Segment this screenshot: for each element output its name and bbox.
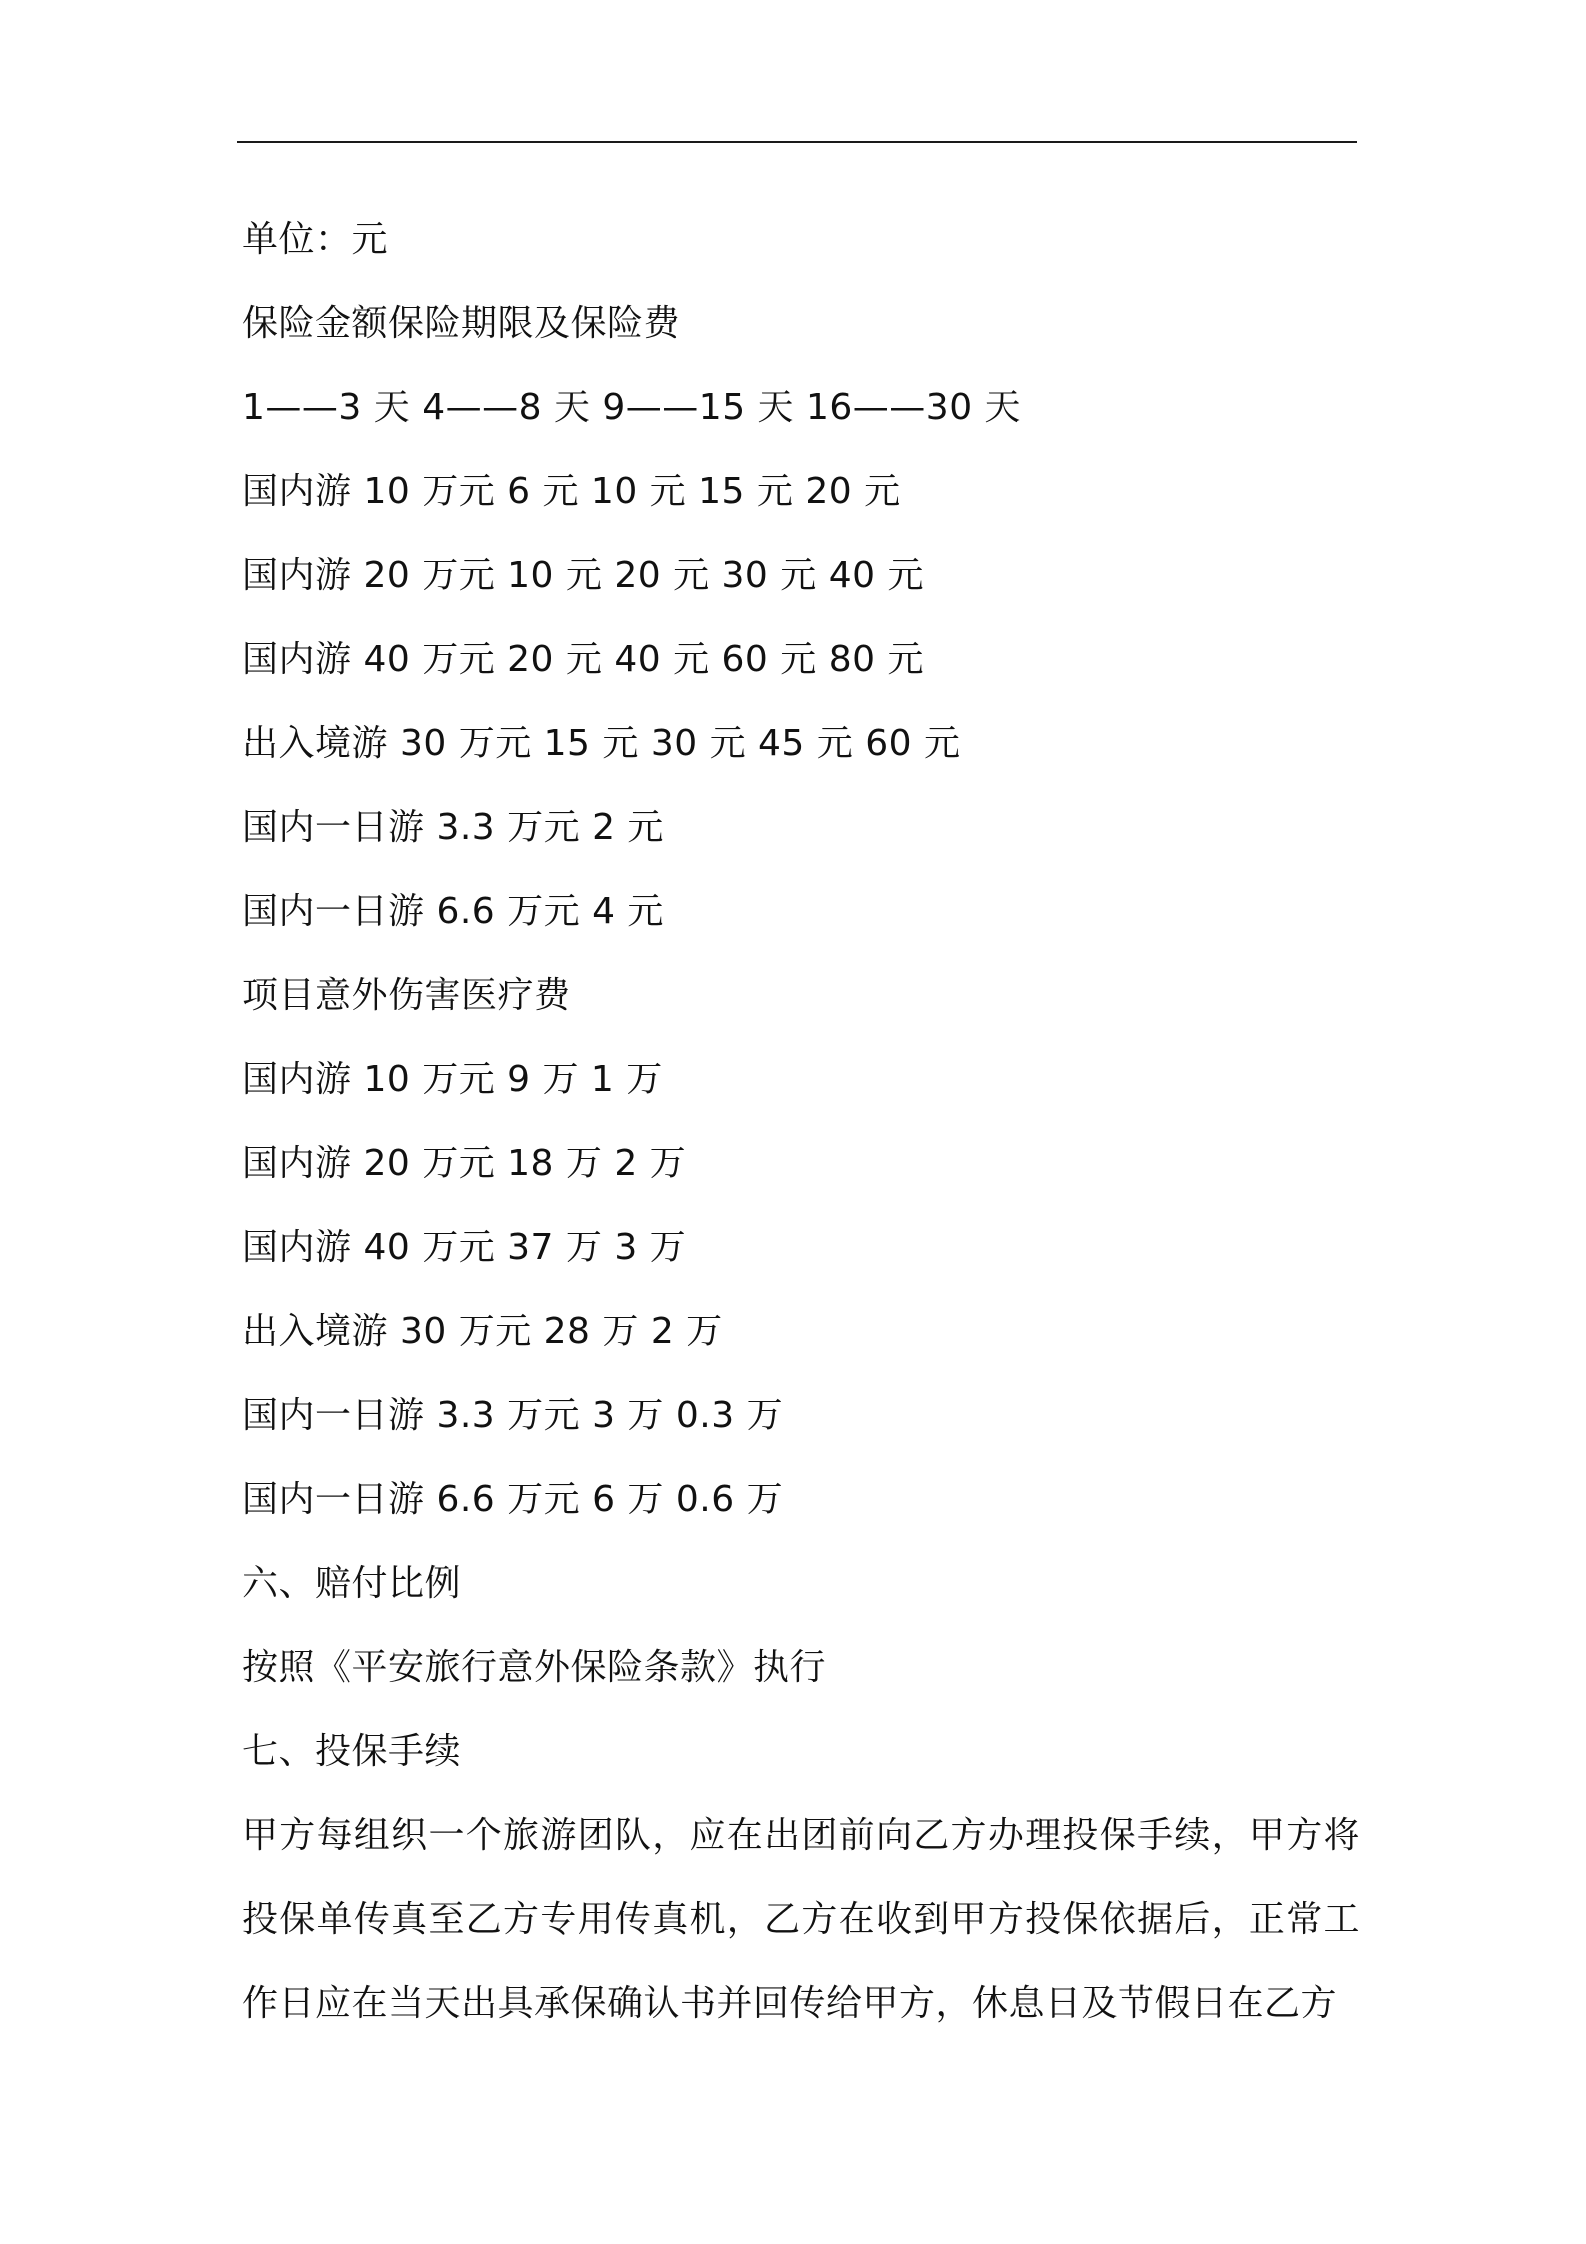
coverage-row: 国内游 40 万元 37 万 3 万 bbox=[242, 1227, 687, 1268]
section-heading-compensation: 六、赔付比例 bbox=[242, 1563, 462, 1604]
premium-row: 国内一日游 3.3 万元 2 元 bbox=[242, 807, 664, 848]
premium-table-heading: 保险金额保险期限及保险费 bbox=[242, 303, 681, 344]
coverage-row: 出入境游 30 万元 28 万 2 万 bbox=[242, 1311, 723, 1352]
coverage-row: 国内一日游 3.3 万元 3 万 0.3 万 bbox=[242, 1395, 784, 1436]
premium-row: 出入境游 30 万元 15 元 30 元 45 元 60 元 bbox=[242, 723, 961, 764]
premium-row: 国内游 10 万元 6 元 10 元 15 元 20 元 bbox=[242, 471, 901, 512]
coverage-row: 国内游 20 万元 18 万 2 万 bbox=[242, 1143, 687, 1184]
header-rule bbox=[237, 141, 1357, 143]
coverage-row: 国内游 10 万元 9 万 1 万 bbox=[242, 1059, 663, 1100]
procedure-paragraph: 甲方每组织一个旅游团队，应在出团前向乙方办理投保手续，甲方将投保单传真至乙方专用传真机，乙方在收到甲方投保依据后，正常工作日应在当天出具承保确认书并回传给甲方，休息日及节假日在乙方 bbox=[242, 1815, 1360, 2024]
premium-row: 国内游 40 万元 20 元 40 元 60 元 80 元 bbox=[242, 639, 924, 680]
premium-row: 国内游 20 万元 10 元 20 元 30 元 40 元 bbox=[242, 555, 924, 596]
premium-row: 国内一日游 6.6 万元 4 元 bbox=[242, 891, 664, 932]
section-heading-procedure: 七、投保手续 bbox=[242, 1731, 462, 1772]
compensation-text: 按照《平安旅行意外保险条款》执行 bbox=[242, 1647, 827, 1688]
coverage-table-heading: 项目意外伤害医疗费 bbox=[242, 975, 571, 1016]
document-body bbox=[242, 198, 1362, 2046]
unit-label: 单位：元 bbox=[242, 219, 389, 260]
coverage-row: 国内一日游 6.6 万元 6 万 0.6 万 bbox=[242, 1479, 784, 1520]
period-header-row: 1——3 天 4——8 天 9——15 天 16——30 天 bbox=[242, 387, 1022, 428]
